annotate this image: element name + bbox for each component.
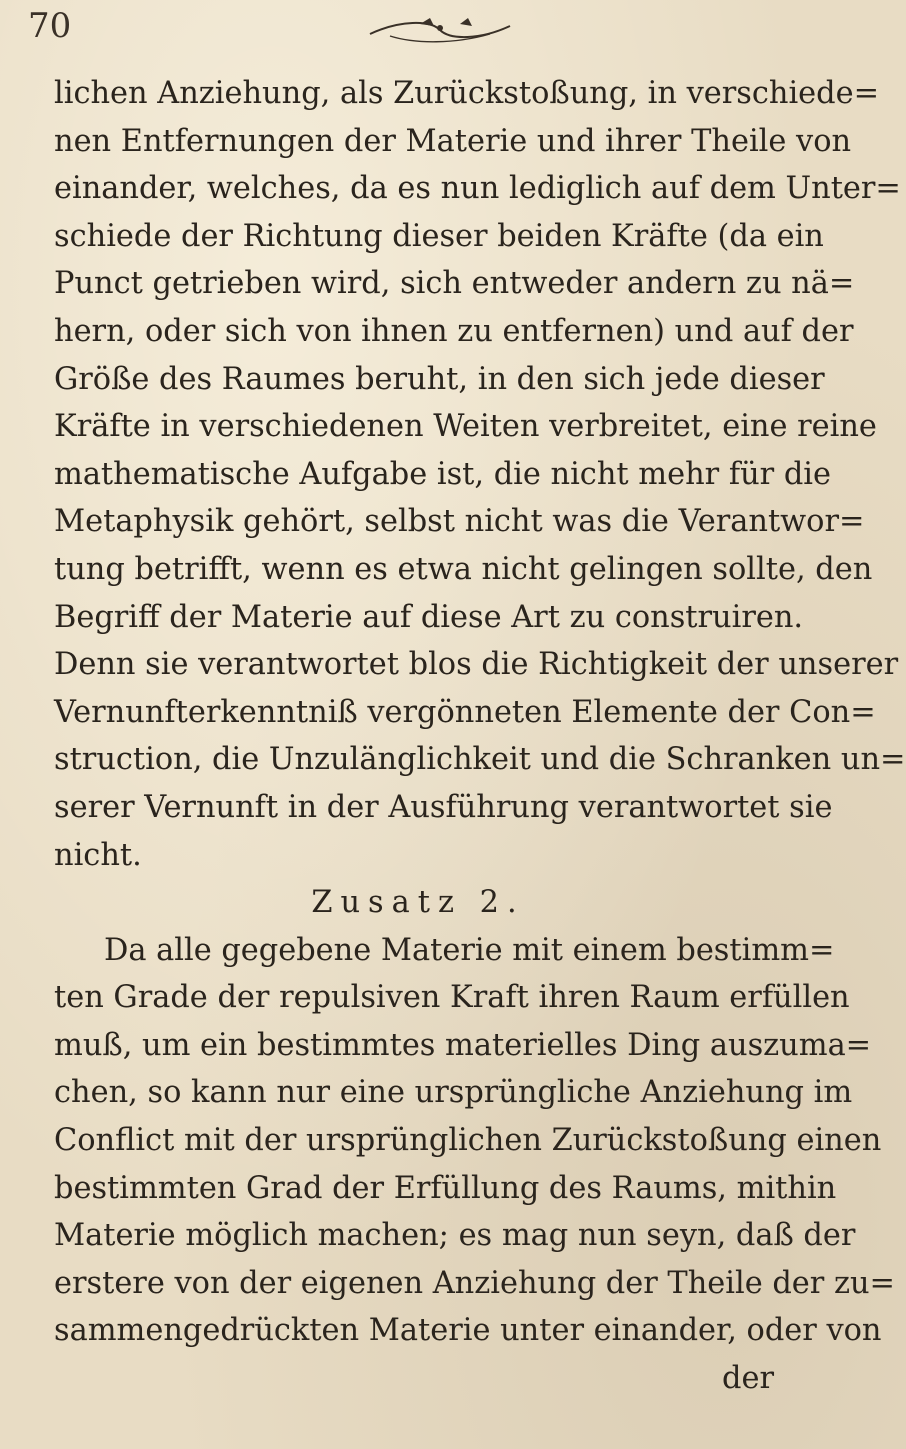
text-line: chen, so kann nur eine ursprüngliche Anziehung im (54, 1075, 853, 1111)
text-line: Denn sie verantwortet blos die Richtigkeit der unserer (54, 647, 899, 683)
catchword: der (722, 1361, 774, 1397)
page-number: 70 (28, 6, 72, 46)
text-line: muß, um ein bestimmtes materielles Ding auszuma= (54, 1027, 872, 1063)
text-line: Materie möglich machen; es mag nun seyn, daß der (54, 1218, 856, 1254)
text-line: sammengedrückten Materie unter einander, oder von (54, 1313, 882, 1349)
text-line: Conflict mit der ursprünglichen Zurückstoßung einen (54, 1123, 882, 1159)
page-text (54, 70, 906, 1403)
text-line: Metaphysik gehört, selbst nicht was die Verantwor= (54, 504, 865, 540)
text-line: mathematische Aufgabe ist, die nicht mehr für die (54, 456, 832, 492)
text-line: Kräfte in verschiedenen Weiten verbreitet, eine reine (54, 409, 877, 445)
section-heading: Zusatz 2. (311, 885, 525, 921)
text-line: Vernunfterkenntniß vergönneten Elemente der Con= (54, 694, 876, 730)
text-line: lichen Anziehung, als Zurückstoßung, in verschiede= (54, 76, 880, 111)
printer-ornament (360, 10, 520, 50)
text-line: schiede der Richtung dieser beiden Kräfte (da ein (54, 218, 824, 254)
text-line: tung betrifft, wenn es etwa nicht gelingen sollte, den (54, 551, 873, 587)
text-line: serer Vernunft in der Ausführung verantwortet sie (54, 789, 833, 825)
text-line: hern, oder sich von ihnen zu entfernen) und auf der (54, 313, 854, 349)
text-line: einander, welches, da es nun lediglich auf dem Unter= (54, 171, 901, 207)
text-line: Begriff der Materie auf diese Art zu construiren. (54, 599, 804, 635)
text-line: nicht. (54, 837, 142, 873)
text-line: nen Entfernungen der Materie und ihrer Theile von (54, 123, 852, 159)
text-line: Da alle gegebene Materie mit einem bestimm= (104, 932, 835, 968)
text-line: erstere von der eigenen Anziehung der Theile der zu= (54, 1265, 896, 1301)
text-line: Größe des Raumes beruht, in den sich jede dieser (54, 361, 825, 397)
text-line: ten Grade der repulsiven Kraft ihren Raum erfüllen (54, 980, 850, 1016)
text-line: Punct getrieben wird, sich entweder andern zu nä= (54, 266, 855, 302)
text-line: struction, die Unzulänglichkeit und die Schranken un= (54, 742, 906, 778)
text-line: bestimmten Grad der Erfüllung des Raums, mithin (54, 1170, 837, 1206)
